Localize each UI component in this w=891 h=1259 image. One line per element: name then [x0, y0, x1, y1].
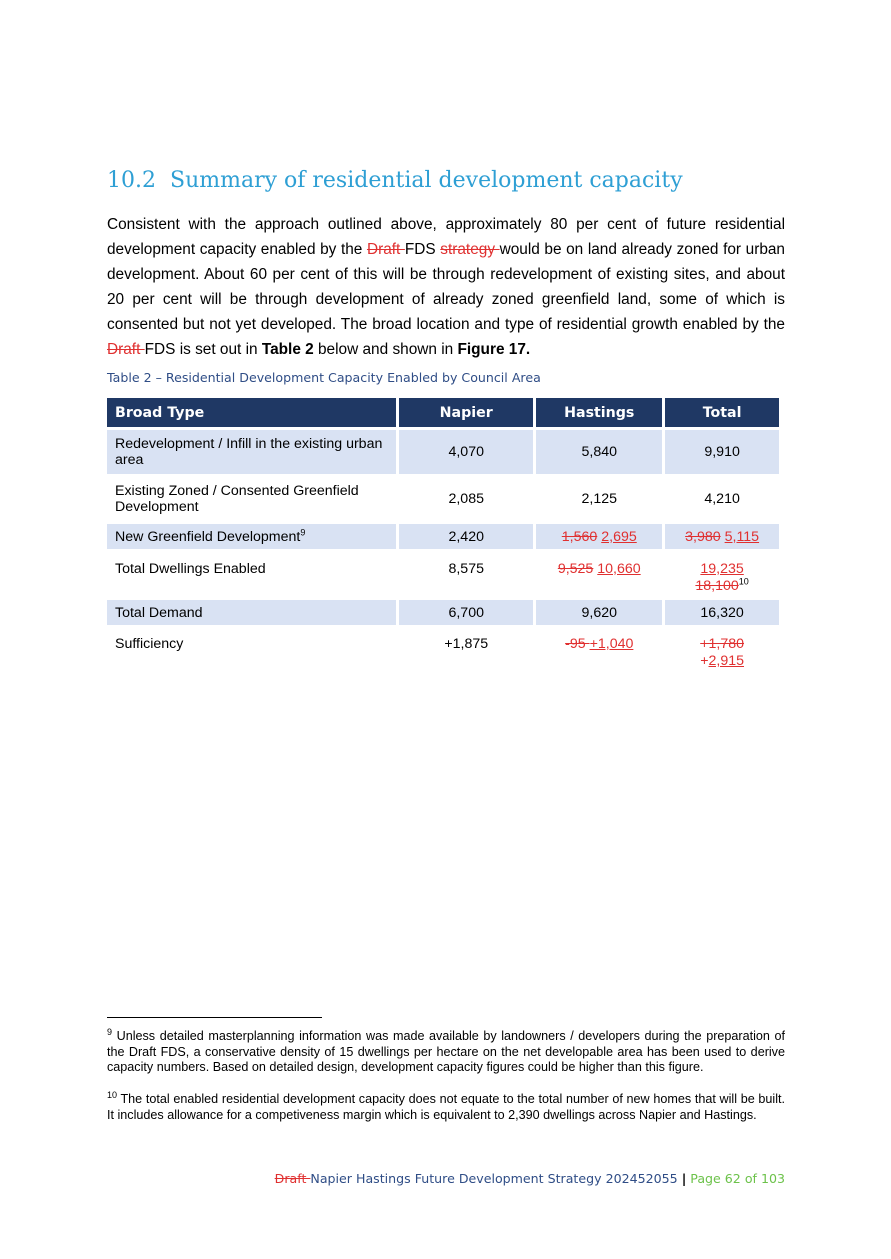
cell-hastings: 5,840 — [536, 430, 662, 474]
table-row — [107, 430, 779, 474]
deleted-text: Draft — [107, 341, 145, 358]
footer-separator: | — [681, 1171, 687, 1186]
cell-napier: +1,875 — [444, 636, 489, 652]
cell-napier: 8,575 — [448, 561, 484, 577]
inserted-value: 2,915 — [708, 653, 744, 669]
table-row — [107, 600, 779, 625]
cell-napier: 2,420 — [399, 524, 533, 549]
table-row — [107, 625, 779, 677]
header-broad-type: Broad Type — [107, 398, 396, 427]
deleted-value: +1,780 — [700, 636, 744, 652]
cell-hastings — [536, 549, 662, 597]
footnote-text: The total enabled residential development capacity does not equate to the total number of new homes that will be built. It includes allowance for a competiveness margin which is equivalent to 2,390 dwellings across Napier and Hastings. — [107, 1092, 785, 1122]
cell-type: Sufficiency — [115, 636, 184, 652]
table-reference: Table 2 — [261, 341, 314, 358]
inserted-sign: + — [700, 653, 709, 669]
header-hastings: Hastings — [536, 398, 662, 427]
cell-total — [665, 549, 779, 597]
cell-total: 4,210 — [704, 491, 740, 507]
footnote-separator — [107, 1017, 322, 1018]
deleted-text: Draft — [366, 241, 405, 258]
capacity-table — [104, 398, 782, 677]
table-row — [107, 524, 779, 549]
header-napier: Napier — [399, 398, 533, 427]
inserted-value: +1,040 — [589, 636, 634, 652]
inserted-value: 10,660 — [597, 561, 641, 577]
cell-type: Existing Zoned / Consented Greenfield Development — [115, 483, 359, 515]
section-number: 10.2 — [107, 168, 156, 193]
paragraph-text: Consistent with the approach outlined above, approximately 80 per cent of future residential development capacity enabled by the — [107, 216, 785, 258]
header-total: Total — [665, 398, 779, 427]
cell-total: 16,320 — [665, 600, 779, 625]
deleted-text: Draft — [274, 1171, 311, 1186]
deleted-text: strategy — [440, 241, 500, 258]
cell-type: Total Dwellings Enabled — [115, 561, 266, 577]
table-caption: Table 2 – Residential Development Capacity Enabled by Council Area — [107, 370, 541, 385]
cell-total — [665, 625, 779, 677]
paragraph-text: FDS is set out in — [144, 341, 262, 358]
page-footer — [275, 1171, 785, 1186]
cell-napier: 6,700 — [399, 600, 533, 625]
section-title: Summary of residential development capacity — [170, 168, 683, 193]
deleted-value: 3,980 — [685, 528, 721, 545]
cell-type-text: New Greenfield Development — [115, 528, 301, 545]
table-header-row — [107, 398, 779, 427]
deleted-value: 9,525 — [557, 561, 594, 577]
deleted-value: 18,100 — [695, 578, 739, 594]
paragraph-text: would be on land already zoned for urban development. About 60 per cent of this will be through redevelopment of existing sites, and about 20 per cent will be through development of already zoned greenfield land, some of which is consented but not yet developed. The broad location and type of residential growth enabled by the — [107, 241, 785, 333]
inserted-value: 2,695 — [601, 528, 637, 545]
footer-document-title: Napier Hastings Future Development Strategy 202452055 — [310, 1171, 678, 1186]
body-paragraph — [107, 212, 785, 362]
footnote-text: Unless detailed masterplanning information was made available by landowners / developers during the preparation of the Draft FDS, a conservative density of 15 dwellings per hectare on the net developable area has been used to derive capacity numbers. Based on detailed design, development capacity figures could be higher than this figure. — [107, 1029, 785, 1075]
deleted-value: 1,560 — [561, 528, 598, 545]
cell-hastings — [536, 625, 662, 677]
table-row — [107, 474, 779, 524]
footnote-mark: 10 — [107, 1089, 118, 1100]
cell-napier: 4,070 — [399, 430, 533, 474]
cell-type — [107, 524, 396, 549]
footnote-ref: 10 — [738, 576, 749, 587]
cell-total — [665, 524, 779, 549]
section-heading — [107, 168, 683, 193]
footnote — [107, 1026, 785, 1076]
footnote-mark: 9 — [107, 1026, 113, 1037]
footnote-ref: 9 — [300, 526, 306, 537]
footnote — [107, 1089, 785, 1123]
deleted-value: -95 — [565, 636, 590, 652]
table-row — [107, 549, 779, 597]
paragraph-text: below and shown in — [313, 341, 458, 358]
page-number: Page 62 of 103 — [690, 1171, 785, 1186]
cell-type: Total Demand — [107, 600, 396, 625]
inserted-value: 5,115 — [724, 528, 760, 545]
inserted-value: 19,235 — [700, 561, 744, 577]
cell-type: Redevelopment / Infill in the existing urban area — [107, 430, 396, 474]
cell-hastings: 2,125 — [581, 491, 618, 507]
cell-total: 9,910 — [665, 430, 779, 474]
figure-reference: Figure 17. — [457, 341, 531, 358]
paragraph-text: FDS — [404, 241, 441, 258]
cell-hastings — [536, 524, 662, 549]
cell-hastings: 9,620 — [536, 600, 662, 625]
cell-napier: 2,085 — [448, 491, 484, 507]
